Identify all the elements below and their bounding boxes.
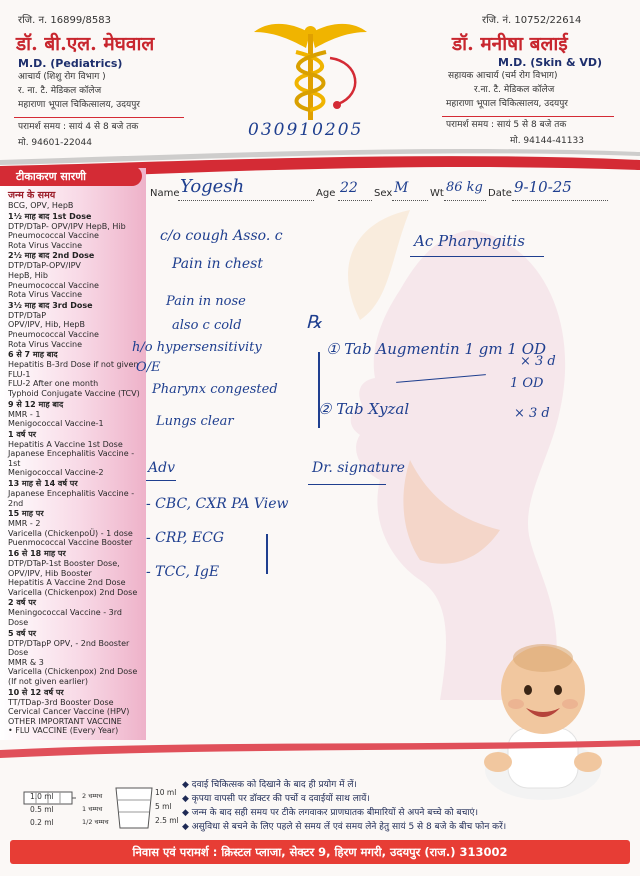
schedule-section-head: 10 से 12 वर्ष पर — [8, 687, 64, 697]
sex-label: Sex — [374, 188, 393, 199]
schedule-item: Rota Virus Vaccine — [8, 240, 83, 250]
right-timing: परामर्श समय : सायं 5 से 8 बजे तक — [446, 120, 567, 130]
investigation-line: - CRP, ECG — [146, 530, 225, 546]
schedule-item: OTHER IMPORTANT VACCINE — [8, 716, 122, 726]
measure-left-ml: 1.0 ml — [30, 792, 54, 801]
schedule-item: MMR - 2 — [8, 519, 41, 529]
schedule-item: Japanese Encephalitis Vaccine - 1st — [8, 449, 135, 468]
schedule-item: Varicella (ChickenpoÜ) - 1 dose — [8, 528, 133, 538]
notices-list — [182, 778, 602, 834]
investigation-line: - TCC, IgE — [146, 564, 220, 580]
right-divider — [442, 116, 614, 117]
schedule-item: OPV/IPV, Hib Booster — [8, 568, 92, 578]
schedule-item: FLU-2 After one month — [8, 379, 99, 389]
measure-right-labels — [155, 786, 179, 828]
schedule-item: Pneumococcal Vaccine — [8, 329, 99, 339]
wt-line — [444, 200, 486, 201]
schedule-item: FLU-1 — [8, 369, 31, 379]
schedule-item: Rota Virus Vaccine — [8, 339, 83, 349]
schedule-section-head: 16 से 18 माह पर — [8, 549, 66, 559]
schedule-item: Typhoid Conjugate Vaccine (TCV) — [8, 388, 140, 398]
left-divider — [14, 117, 184, 118]
complaint-line: Lungs clear — [156, 414, 234, 429]
investigation-line: - CBC, CXR PA View — [146, 496, 289, 512]
notice-item: ◆ जन्म के बाद सही समय पर टीके लगवाकर प्राणघातक बीमारियों से अपने बच्चे को बचाएं। — [182, 808, 479, 818]
notice-item: ◆ कृपया वापसी पर डॉक्टर की पर्चो व दवाईयों साथ लायें। — [182, 794, 370, 804]
schedule-item: Pneumococcal Vaccine — [8, 280, 99, 290]
notice-item: ◆ दवाई चिकित्सक को दिखाने के बाद ही प्रयोग में लें। — [182, 780, 357, 790]
left-line-2: र. ना. टै. मेडिकल कॉलेज — [18, 86, 102, 96]
right-reg-no: रजि. नं. 10752/22614 — [482, 15, 582, 26]
schedule-section-head: 2 वर्ष पर — [8, 598, 37, 608]
age-line — [338, 200, 372, 201]
med-1-qty: × 3 d — [520, 354, 556, 369]
complaint-line: also c cold — [172, 318, 242, 333]
schedule-item: OPV/IPV, Hib, HepB — [8, 320, 85, 330]
schedule-item: Menigococcal Vaccine-2 — [8, 468, 104, 478]
left-doctor-name: डॉ. बी.एल. मेघवाल — [16, 33, 155, 55]
complaint-line: Pain in nose — [166, 294, 246, 309]
notice-text: जन्म के बाद सही समय पर टीके लगवाकर प्राणघातक बीमारियों से अपने बच्चे को बचाएं। — [191, 808, 479, 818]
measure-word: 1/2 चम्मच — [82, 818, 109, 826]
measure-right-ml: 5 ml — [155, 802, 172, 811]
schedule-item: DTP/DTapP OPV, - 2nd Booster Dose — [8, 638, 130, 658]
diagnosis-underline — [410, 256, 544, 257]
med-2-dose: 1 OD — [510, 376, 544, 391]
schedule-item: Cervical Cancer Vaccine (HPV) — [8, 707, 130, 717]
right-line-2: र.ना. टै. मेडिकल कॉलेज — [474, 85, 555, 95]
bottom-red-band — [0, 736, 640, 766]
schedule-title-bar — [0, 166, 142, 186]
left-reg-no: रजि. न. 16899/8583 — [18, 15, 111, 26]
schedule-section-head: 2½ माह बाद 2nd Dose — [8, 251, 95, 261]
notice-item: ◆ असुविधा से बचने के लिए पहले से समय लें एवं समय लेने हेतु सायं 5 से 8 बजे के बीच फोन करें। — [182, 822, 507, 832]
med-1: ① Tab Augmentin 1 gm 1 OD — [326, 340, 547, 358]
left-degree: M.D. (Pediatrics) — [18, 57, 123, 70]
left-line-3: महाराणा भूपाल चिकित्सालय, उदयपुर — [18, 100, 140, 110]
footer-address-bar — [10, 840, 630, 864]
advice-label: Adv — [148, 460, 175, 476]
investigation-bracket — [266, 534, 268, 574]
schedule-section-head: 3½ माह बाद 3rd Dose — [8, 300, 93, 310]
schedule-section-head: 15 माह पर — [8, 509, 44, 519]
schedule-item: Varicella (Chickenpox) 2nd Dose — [8, 587, 138, 597]
complaint-line: O/E — [136, 360, 161, 375]
med-2: ② Tab Xyzal — [318, 400, 410, 418]
schedule-item: Menigococcal Vaccine-1 — [8, 419, 104, 429]
schedule-section-head: 6 से 7 माह बाद — [8, 350, 58, 360]
schedule-item: DTP/DTaP-OPV/IPV — [8, 261, 81, 271]
schedule-item: Meningococcal Vaccine - 3rd Dose — [8, 608, 122, 627]
schedule-item: DTP/DTaP — [8, 310, 47, 320]
name-line — [178, 200, 314, 201]
notice-text: दवाई चिकित्सक को दिखाने के बाद ही प्रयोग में लें। — [191, 780, 357, 790]
schedule-item: (If not given earlier) — [8, 676, 88, 686]
schedule-item: DTP/DTaP- OPV/IPV HepB, Hib — [8, 221, 126, 231]
schedule-section-head: 9 से 12 माह बाद — [8, 399, 64, 409]
schedule-item: BCG, OPV, HepB — [8, 201, 74, 210]
stamp-number: 030910205 — [248, 120, 364, 140]
schedule-item: Hepatitis A Vaccine 2nd Dose — [8, 578, 126, 588]
schedule-item: TT/TDap-3rd Booster Dose — [8, 697, 114, 707]
name-label: Name — [150, 188, 180, 199]
schedule-item: Pneumococcal Vaccine — [8, 231, 99, 241]
sex-value: M — [394, 180, 409, 196]
right-degree: M.D. (Skin & VD) — [498, 56, 603, 69]
schedule-item: HepB, Hib — [8, 270, 48, 280]
schedule-item: Hepatitis B-3rd Dose if not given — [8, 360, 139, 370]
wt-value: 86 kg — [446, 180, 483, 195]
schedule-section-head: 13 माह से 14 वर्ष पर — [8, 479, 78, 489]
schedule-item: MMR - 1 — [8, 409, 41, 419]
left-timing: परामर्श समय : सायं 4 से 8 बजे तक — [18, 122, 139, 132]
complaint-line: Pharynx congested — [152, 382, 278, 397]
schedule-item: • FLU VACCINE (Every Year) — [8, 726, 119, 736]
schedule-section-head: 5 वर्ष पर — [8, 628, 37, 638]
measure-word-labels — [82, 790, 109, 829]
med-2-qty: × 3 d — [514, 406, 550, 421]
schedule-item: Hepatitis A Vaccine 1st Dose — [8, 439, 123, 449]
doctor-signature: Dr. signature — [312, 460, 405, 476]
diagnosis: Ac Pharyngitis — [414, 232, 525, 250]
schedule-title: टीकाकरण सारणी — [16, 170, 87, 183]
measure-left-labels — [30, 790, 54, 829]
baby-image — [468, 632, 618, 800]
sex-line — [392, 200, 428, 201]
measure-left-ml: 0.5 ml — [30, 805, 54, 814]
name-value: Yogesh — [180, 176, 245, 197]
left-phone: मो. 94601-22044 — [18, 138, 92, 148]
schedule-item: Rota Virus Vaccine — [8, 290, 83, 300]
measure-left-ml: 0.2 ml — [30, 818, 54, 827]
complaint-line: c/o cough Asso. c — [160, 228, 283, 244]
left-line-1: आचार्य (शिशु रोग विभाग ) — [18, 72, 106, 82]
schedule-item: Varicella (Chickenpox) 2nd Dose — [8, 667, 138, 677]
footer-address: निवास एवं परामर्श : क्रिस्टल प्लाजा, सेक्टर 9, हिरण मगरी, उदयपुर (राज.) 313002 — [132, 845, 508, 859]
date-label: Date — [488, 188, 512, 199]
measure-word: 1 चम्मच — [82, 805, 103, 813]
measure-right-ml: 10 ml — [155, 788, 177, 797]
right-doctor-name: डॉ. मनीषा बलाई — [452, 33, 568, 55]
measure-right-ml: 2.5 ml — [155, 816, 179, 825]
date-line — [512, 200, 608, 201]
signature-underline — [308, 484, 386, 485]
schedule-item: MMR & 3 — [8, 657, 44, 667]
complaint-line: h/o hypersensitivity — [132, 340, 262, 355]
right-phone: मो. 94144-41133 — [510, 136, 584, 146]
right-line-3: महाराणा भूपाल चिकित्सालय, उदयपुर — [446, 99, 568, 109]
notice-text: असुविधा से बचने के लिए पहले से समय लें एवं समय लेने हेतु सायं 5 से 8 बजे के बीच फोन करें। — [191, 822, 507, 832]
age-value: 22 — [340, 180, 358, 196]
notice-text: कृपया वापसी पर डॉक्टर की पर्चो व दवाईयों साथ लायें। — [191, 794, 370, 804]
schedule-item: Puenmococcal Vaccine Booster — [8, 538, 133, 548]
caduceus-logo — [248, 18, 373, 130]
date-value: 9-10-25 — [514, 178, 572, 196]
advice-underline — [146, 480, 176, 481]
schedule-section-head: जन्म के समय — [8, 190, 56, 201]
schedule-item: Japanese Encephalitis Vaccine - 2nd — [8, 489, 135, 508]
schedule-list — [8, 188, 144, 736]
measure-word: 2 चम्मच — [82, 792, 103, 800]
schedule-item: DTP/DTaP-1st Booster Dose, — [8, 559, 120, 569]
complaint-line: Pain in chest — [172, 256, 263, 272]
schedule-section-head: 1 वर्ष पर — [8, 429, 37, 439]
age-label: Age — [316, 188, 336, 199]
wt-label: Wt — [430, 188, 444, 199]
rx-symbol: ℞ — [306, 312, 323, 333]
right-line-1: सहायक आचार्य (चर्म रोग विभाग) — [448, 71, 558, 81]
schedule-section-head: 1½ माह बाद 1st Dose — [8, 211, 92, 221]
measuring-cup-icon — [114, 786, 154, 830]
